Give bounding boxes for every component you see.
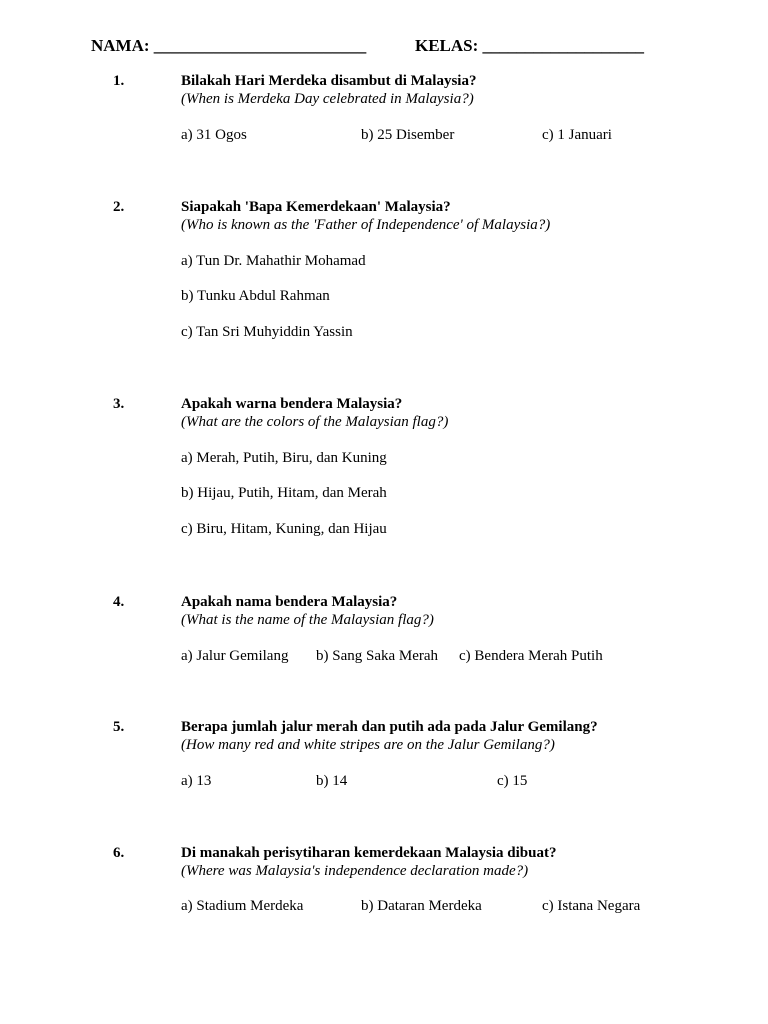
question-number: 4. (113, 594, 125, 610)
option-a: a) Merah, Putih, Biru, dan Kuning (181, 450, 387, 466)
option-c: c) Istana Negara (542, 898, 641, 914)
option-c: c) Biru, Hitam, Kuning, dan Hijau (181, 521, 387, 537)
question-translation: (Who is known as the 'Father of Independence' of Malaysia?) (181, 217, 551, 233)
question-number: 5. (113, 719, 125, 735)
option-b: b) Dataran Merdeka (361, 898, 482, 914)
class-field-label: KELAS: ___________________ (415, 36, 645, 55)
option-b: b) 14 (316, 773, 348, 789)
option-c: c) Bendera Merah Putih (459, 648, 603, 664)
question-number: 1. (113, 73, 125, 89)
question-translation: (Where was Malaysia's independence declaration made?) (181, 863, 529, 879)
question-text: Apakah nama bendera Malaysia? (181, 594, 398, 610)
option-b: b) 25 Disember (361, 127, 455, 143)
question-text: Siapakah 'Bapa Kemerdekaan' Malaysia? (181, 199, 451, 215)
option-b: b) Hijau, Putih, Hitam, dan Merah (181, 485, 387, 501)
question-text: Bilakah Hari Merdeka disambut di Malaysia? (181, 73, 477, 89)
question-translation: (How many red and white stripes are on the Jalur Gemilang?) (181, 737, 555, 753)
option-b: b) Sang Saka Merah (316, 648, 439, 664)
question-translation: (When is Merdeka Day celebrated in Malaysia?) (181, 91, 474, 107)
question-text: Berapa jumlah jalur merah dan putih ada pada Jalur Gemilang? (181, 719, 598, 735)
question-text: Apakah warna bendera Malaysia? (181, 396, 403, 412)
question-translation: (What are the colors of the Malaysian flag?) (181, 414, 449, 430)
question-translation: (What is the name of the Malaysian flag?) (181, 612, 434, 628)
option-a: a) 31 Ogos (181, 127, 247, 143)
name-field-label: NAMA: _________________________ (91, 36, 367, 55)
question-number: 3. (113, 396, 125, 412)
option-a: a) 13 (181, 773, 212, 789)
question-text: Di manakah perisytiharan kemerdekaan Malaysia dibuat? (181, 845, 557, 861)
option-a: a) Stadium Merdeka (181, 898, 304, 914)
option-c: c) 15 (497, 773, 528, 789)
question-number: 2. (113, 199, 125, 215)
option-c: c) 1 Januari (542, 127, 612, 143)
question-number: 6. (113, 845, 125, 861)
option-a: a) Jalur Gemilang (181, 648, 289, 664)
option-b: b) Tunku Abdul Rahman (181, 288, 330, 304)
option-a: a) Tun Dr. Mahathir Mohamad (181, 253, 366, 269)
option-c: c) Tan Sri Muhyiddin Yassin (181, 324, 353, 340)
